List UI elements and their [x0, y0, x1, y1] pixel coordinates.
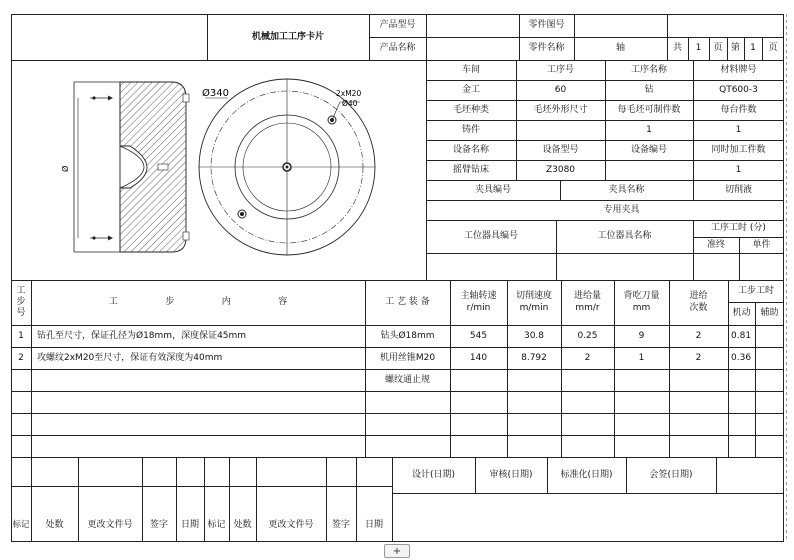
total-pages: 1	[695, 43, 702, 53]
step-content-header	[31, 280, 365, 325]
blank-size-value[interactable]	[516, 120, 605, 140]
coolant-label: 切削液	[724, 184, 752, 195]
equip-model-value[interactable]: Z3080	[545, 164, 576, 175]
product-model-value[interactable]	[426, 14, 519, 37]
simul-value[interactable]: 1	[735, 164, 742, 175]
product-name-label: 产品名称	[379, 43, 416, 53]
blank-type-value[interactable]: 铸件	[461, 124, 480, 135]
change-doc-label-2: 更改文件号	[268, 520, 314, 530]
process-name-label: 工序名称	[630, 64, 667, 75]
cut-speed-header-unit: m/min	[519, 302, 549, 313]
workshop-value[interactable]: 金工	[461, 84, 480, 95]
parts-per-blank-label: 每毛坯可制件数	[617, 104, 681, 115]
blank-size-label: 毛坯外形尺寸	[533, 104, 588, 115]
sign-label-2: 签字	[331, 520, 350, 530]
process-time-label: 工序工时 (分)	[711, 223, 766, 233]
cut-speed-header-label: 切削速度	[515, 291, 552, 302]
step-no-header	[11, 280, 31, 325]
passes-header	[669, 280, 728, 325]
step-2-aux[interactable]	[755, 347, 784, 369]
aux-header: 辅助	[760, 308, 779, 318]
feed-header-label: 进给量	[573, 291, 601, 302]
seq-label: 第	[730, 43, 740, 53]
material-value[interactable]: QT600-3	[719, 84, 758, 95]
part-name-label: 零件名称	[528, 43, 565, 53]
depth-header	[614, 280, 669, 325]
design-label: 设计(日期)	[411, 469, 456, 480]
process-no-value[interactable]: 60	[554, 84, 567, 95]
product-model-label: 产品型号	[379, 20, 416, 30]
count-label-1: 处数	[45, 520, 64, 530]
equip-model-label: 设备型号	[542, 144, 579, 155]
step-1-no: 1	[18, 330, 24, 341]
date-label-1: 日期	[180, 520, 199, 530]
product-name-value[interactable]	[426, 37, 519, 60]
parts-per-set-label: 每台件数	[720, 104, 757, 115]
step-content-header-3: 内	[221, 297, 231, 307]
step-3-equipment[interactable]: 螺纹通止规	[384, 374, 430, 385]
change-doc-label-1: 更改文件号	[87, 520, 133, 530]
step-no-header-2: 步	[16, 296, 26, 307]
speed-header-label: 主轴转速	[460, 291, 497, 302]
step-1-machine[interactable]: 0.81	[731, 330, 752, 341]
page-unit-2: 页	[768, 43, 778, 53]
station-tool-no-label: 工位器具编号	[463, 231, 518, 241]
count-label-2: 处数	[233, 520, 252, 530]
dim-diameter: Ø340	[202, 88, 229, 99]
part-drawing-label: 零件图号	[528, 20, 565, 30]
depth-header-unit: mm	[632, 302, 651, 313]
step-2-no: 2	[18, 352, 24, 363]
standard-label: 标准化(日期)	[560, 469, 613, 480]
seq-page: 1	[750, 43, 756, 53]
step-1-speed[interactable]: 545	[469, 330, 488, 341]
step-2-machine[interactable]: 0.36	[731, 352, 752, 363]
part-drawing	[60, 68, 362, 268]
part-drawing-value[interactable]	[574, 14, 667, 37]
mark-label-1: 标记	[12, 520, 30, 531]
machine-header: 机动	[732, 308, 751, 318]
part-name-value[interactable]: 轴	[615, 43, 625, 53]
step-2-content[interactable]: 攻螺纹2xM20至尺寸，保证有效深度为40mm	[37, 352, 223, 363]
mark-label-2: 标记	[207, 520, 226, 530]
zoom-plus-button[interactable]: +	[384, 544, 410, 558]
depth-header-label: 背吃刀量	[623, 291, 660, 302]
step-2-feed[interactable]: 2	[584, 352, 591, 363]
feed-header-unit: mm/r	[575, 302, 600, 313]
step-2-speed[interactable]: 140	[469, 352, 488, 363]
step-1-cut-speed[interactable]: 30.8	[523, 330, 545, 341]
countersign-label: 会签(日期)	[649, 469, 693, 480]
equip-no-label: 设备编号	[630, 144, 667, 155]
step-content-header-4: 容	[278, 297, 288, 307]
step-2-passes[interactable]: 2	[695, 352, 702, 363]
sign-label-1: 签字	[149, 520, 168, 530]
date-label-2: 日期	[364, 520, 383, 530]
step-1-feed[interactable]: 0.25	[577, 330, 598, 341]
step-time-header: 工步工时	[737, 285, 774, 296]
process-name-value[interactable]: 钻	[644, 84, 654, 95]
equip-no-value[interactable]	[605, 160, 693, 180]
review-label: 审核(日期)	[489, 469, 533, 480]
step-content-header-2: 步	[165, 297, 175, 307]
equip-name-value[interactable]: 摇臂钻床	[452, 164, 489, 175]
step-1-passes[interactable]: 2	[695, 330, 702, 341]
material-label: 材料牌号	[720, 64, 757, 75]
step-2-equipment[interactable]: 机用丝锥M20	[379, 352, 436, 363]
special-fixture[interactable]: 专用夹具	[603, 204, 640, 215]
blank-type-label: 毛坯种类	[452, 104, 489, 115]
section-view	[60, 82, 189, 252]
speed-header-unit: r/min	[466, 302, 491, 313]
step-1-content[interactable]: 钻孔至尺寸，保证孔径为Ø18mm，深度保证45mm	[37, 330, 247, 341]
page-unit-1: 页	[713, 43, 723, 53]
dim-depth: Ø40	[342, 99, 358, 108]
fixture-name-label: 夹具名称	[608, 184, 645, 195]
dim-side: Ø	[61, 165, 70, 172]
dim-thread: 2xM20	[336, 89, 362, 98]
step-1-equipment[interactable]: 钻头Ø18mm	[380, 330, 435, 341]
step-no-header-1: 工	[16, 285, 26, 296]
workshop-label: 车间	[461, 64, 480, 75]
step-2-depth[interactable]: 1	[638, 352, 645, 363]
simul-label: 同时加工件数	[711, 144, 766, 155]
feed-header	[561, 280, 614, 325]
step-content-header-1: 工	[108, 297, 118, 307]
card-title: 机械加工工序卡片	[251, 31, 324, 42]
step-2-cut-speed[interactable]: 8.792	[521, 352, 547, 363]
equip-name-label: 设备名称	[452, 144, 489, 155]
fixture-no-label: 夹具编号	[474, 184, 511, 195]
speed-header	[450, 280, 507, 325]
parts-per-set-value[interactable]: 1	[735, 124, 742, 135]
passes-header-unit: 次数	[689, 302, 708, 313]
step-1-depth[interactable]: 9	[638, 330, 645, 341]
step-3-no	[11, 369, 31, 391]
step-3-content[interactable]	[37, 369, 363, 391]
cut-speed-header	[507, 280, 561, 325]
total-label: 共	[672, 43, 682, 53]
equipment-header: 工 艺 装 备	[385, 297, 430, 307]
step-1-aux[interactable]	[755, 325, 784, 347]
passes-header-label: 进给	[689, 291, 708, 302]
front-view	[199, 79, 375, 255]
prep-label: 准终	[706, 239, 725, 250]
step-no-header-3: 号	[16, 308, 26, 319]
unit-label: 单件	[752, 239, 771, 250]
parts-per-blank-value[interactable]: 1	[646, 124, 652, 135]
process-no-label: 工序号	[546, 64, 574, 75]
station-tool-name-label: 工位器具名称	[597, 231, 652, 241]
